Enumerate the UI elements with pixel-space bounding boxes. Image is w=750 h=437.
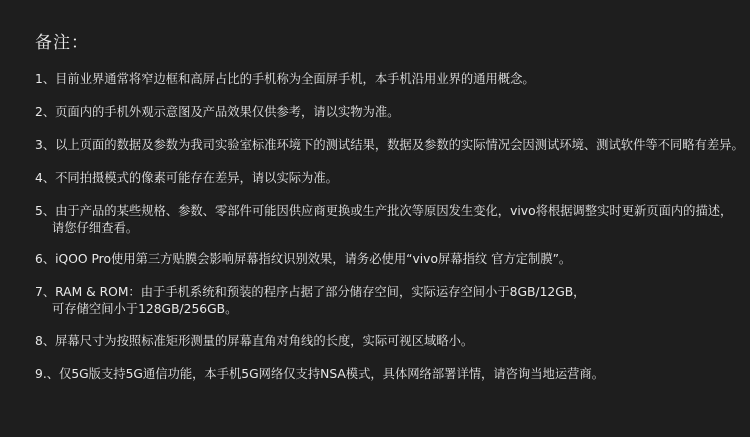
note-2-text: 2、页面内的手机外观示意图及产品效果仅供参考，请以实物为准。 [35,105,400,119]
notes-title: 备注： [35,33,89,53]
note-3-text: 3、以上页面的数据及参数为我司实验室标准环境下的测试结果，数据及参数的实际情况会因测试环境、测试软件等不同略有差异。 [35,138,744,152]
note-8-text: 8、屏幕尺寸为按照标准矩形测量的屏幕直角对角线的长度，实际可视区域略小。 [35,334,474,348]
note-item-1 [35,71,740,88]
note-6-text: 6、iQOO Pro使用第三方贴膜会影响屏幕指纹识别效果，请务必使用“vivo屏幕指纹 官方定制膜”。 [35,252,572,266]
note-1-text: 1、目前业界通常将窄边框和高屏占比的手机称为全面屏手机，本手机沿用业界的通用概念。 [35,72,535,86]
note-5-continuation: 请您仔细查看。 [52,221,139,235]
note-7-continuation: 可存储空间小于128GB/256GB。 [52,302,238,316]
notes-list [35,71,744,383]
note-5-text: 5、由于产品的某些规格、参数、零部件可能因供应商更换或生产批次等原因发生变化，vivo将根据调整实时更新页面内的描述， [35,204,733,218]
note-item-4 [35,170,740,187]
note-item-8 [35,333,740,350]
note-item-5 [35,203,740,237]
note-item-2 [35,104,740,121]
note-9-text: 9.、仅5G版支持5G通信功能，本手机5G网络仅支持NSA模式，具体网络部署详情，请咨询当地运营商。 [35,367,605,381]
note-item-9 [35,366,740,383]
note-4-text: 4、不同拍摄模式的像素可能存在差异，请以实际为准。 [35,171,338,185]
note-item-3 [35,137,744,154]
note-item-6 [35,251,740,268]
note-7-text: 7、RAM & ROM：由于手机系统和预装的程序占据了部分储存空间，实际运存空间小于8GB/12GB， [35,285,586,299]
note-item-7 [35,284,740,318]
